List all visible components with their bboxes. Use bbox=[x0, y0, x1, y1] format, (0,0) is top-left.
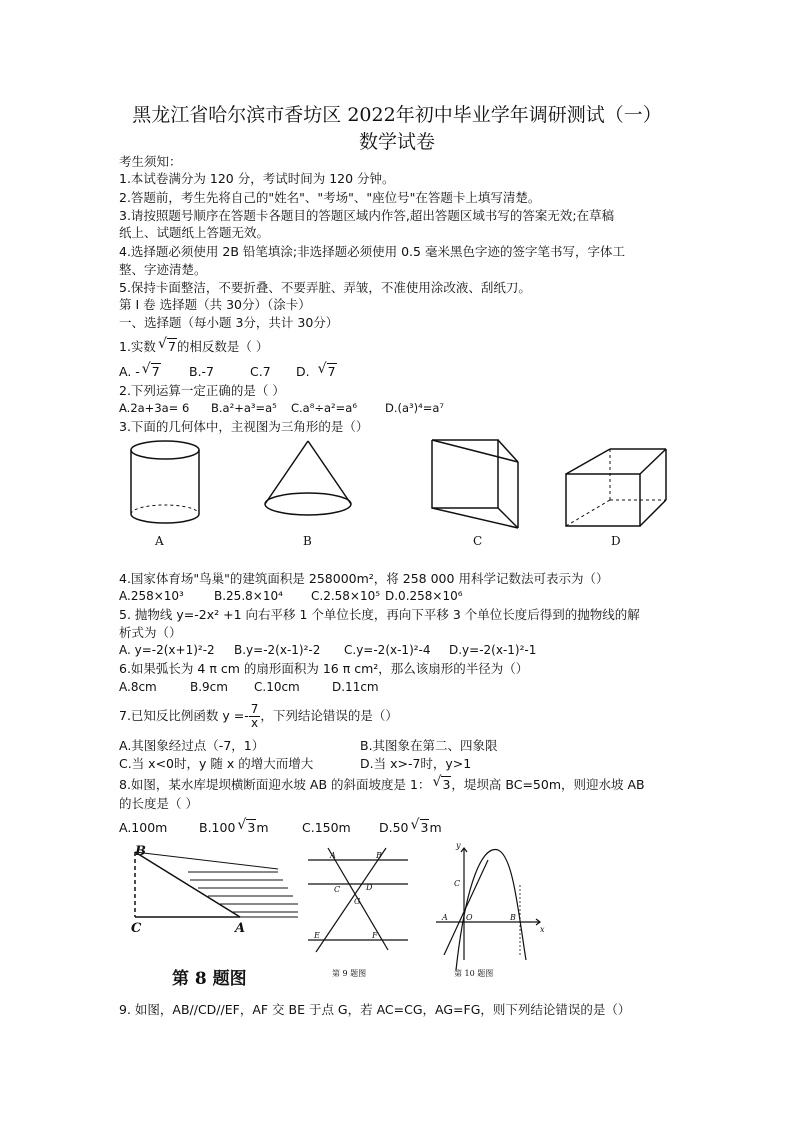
parabola-figure bbox=[428, 840, 548, 990]
section-heading: 一、选择题（每小题 3分，共计 30分） bbox=[119, 315, 339, 330]
point-label: E bbox=[314, 931, 320, 940]
question-2-options bbox=[119, 400, 445, 417]
question-7: 7.已知反比例函数 y =- $\frac{7}{x}$ ，下列结论错误的是（） bbox=[119, 702, 398, 730]
axis-label: x bbox=[540, 925, 545, 934]
point-label: F bbox=[372, 931, 378, 940]
point-label: B bbox=[376, 851, 382, 860]
point-label: B bbox=[135, 844, 146, 859]
notice-item: 2.答题前，考生先将自己的"姓名"、"考场"、"座位号"在答题卡上填写清楚。 bbox=[119, 190, 541, 205]
part-heading: 第 I 卷 选择题（共 30分）（涂卡） bbox=[119, 297, 311, 312]
question-2: 2.下列运算一定正确的是（ ） bbox=[119, 383, 285, 398]
solid-label-c: C bbox=[473, 534, 483, 548]
option-a: A.2a+3a= 6 bbox=[119, 401, 190, 415]
solid-label-d: D bbox=[611, 534, 621, 548]
sqrt-symbol: √ 7 bbox=[158, 338, 177, 355]
notice-item: 4.选择题必须使用 2B 铅笔填涂;非选择题必须使用 0.5 毫米黑色字迹的签字笔书写，字体工 bbox=[119, 244, 625, 259]
question-8-options bbox=[119, 819, 442, 836]
solid-label-a: A bbox=[155, 534, 164, 548]
point-label: G bbox=[354, 897, 361, 906]
question-5-cont: 析式为（） bbox=[119, 625, 182, 640]
option-b: B.a²+a³=a⁵ bbox=[211, 401, 277, 415]
axis-label: y bbox=[456, 841, 461, 850]
question-5: 5. 抛物线 y=-2x² +1 向右平移 1 个单位长度，再向下平移 3 个单位长度后得到的抛物线的解 bbox=[119, 607, 640, 622]
option-a: A. -√ 7 bbox=[119, 364, 161, 379]
question-6-options bbox=[119, 679, 379, 696]
option-c: C.150m bbox=[302, 820, 351, 835]
option-b: B.100√ 3m bbox=[199, 819, 269, 836]
option-a: A.100m bbox=[119, 820, 168, 835]
point-label: C bbox=[131, 921, 142, 936]
option-c: C.2.58×10⁵ bbox=[311, 589, 381, 603]
option-c: C.当 x<0时，y 随 x 的增大而增大 bbox=[119, 756, 314, 771]
solid-label-b: B bbox=[303, 534, 312, 548]
option-d: D.√ 7 bbox=[296, 363, 337, 380]
figure-10-caption: 第 10 题图 bbox=[454, 969, 494, 978]
notice-heading: 考生须知： bbox=[119, 154, 182, 169]
option-b: B.9cm bbox=[190, 680, 228, 694]
option-d: D.当 x>-7时，y>1 bbox=[360, 756, 472, 771]
notice-item: 3.请按照题号顺序在答题卡各题目的答题区域内作答,超出答题区域书写的答案无效;在草稿 bbox=[119, 208, 615, 223]
option-a: A.其图象经过点（-7，1） bbox=[119, 738, 265, 753]
option-c: C.a⁸÷a²=a⁶ bbox=[291, 401, 357, 415]
question-4-options bbox=[119, 588, 463, 605]
cylinder-solid bbox=[131, 441, 199, 523]
option-b: B.y=-2(x-1)²-2 bbox=[234, 643, 321, 657]
question-9: 9. 如图，AB//CD//EF，AF 交 BE 于点 G，若 AC=CG，AG=FG，则下列结论错误的是（） bbox=[119, 1002, 631, 1017]
option-d: D.50√ 3m bbox=[379, 819, 442, 836]
question-7-options-row1 bbox=[119, 737, 498, 754]
option-c: C.10cm bbox=[254, 680, 300, 694]
option-a: A.8cm bbox=[119, 680, 157, 694]
notice-item: 整、字迹清楚。 bbox=[119, 262, 207, 277]
point-label: D bbox=[366, 883, 373, 892]
option-c: C.y=-2(x-1)²-4 bbox=[344, 643, 431, 657]
point-label: C bbox=[454, 879, 461, 888]
cuboid-solid bbox=[566, 449, 666, 526]
fraction: $\frac{7}{x}$ bbox=[250, 702, 259, 730]
point-label: A bbox=[330, 851, 336, 860]
point-label: O bbox=[466, 913, 473, 922]
option-b: B.其图象在第二、四象限 bbox=[360, 738, 498, 753]
question-3: 3.下面的几何体中，主视图为三角形的是（） bbox=[119, 419, 369, 434]
question-6: 6.如果弧长为 4 π cm 的扇形面积为 16 π cm²，那么该扇形的半径为（） bbox=[119, 661, 529, 676]
option-a: A.258×10³ bbox=[119, 589, 184, 603]
option-d: D.y=-2(x-1)²-1 bbox=[449, 643, 537, 657]
point-label: B bbox=[510, 913, 516, 922]
question-5-options bbox=[119, 642, 537, 659]
dam-slope-figure bbox=[128, 842, 300, 992]
point-label: A bbox=[442, 913, 448, 922]
question-1: 1.实数√ 7的相反数是（ ） bbox=[119, 338, 268, 355]
option-b: B.-7 bbox=[189, 364, 215, 379]
figure-8-caption: 第 8 题图 bbox=[172, 969, 247, 989]
figure-9-caption: 第 9 题图 bbox=[332, 969, 367, 978]
exam-title: 黑龙江省哈尔滨市香坊区 2022年初中毕业学年调研测试（一） bbox=[132, 104, 662, 126]
solids-figure bbox=[118, 436, 678, 551]
option-d: D.(a³)⁴=a⁷ bbox=[385, 401, 445, 415]
exam-subtitle: 数学试卷 bbox=[358, 131, 435, 153]
option-d: D.11cm bbox=[332, 680, 379, 694]
question-4: 4.国家体育场"鸟巢"的建筑面积是 258000m²，将 258 000 用科学记数法可表示为（） bbox=[119, 571, 609, 586]
parallel-lines-figure bbox=[298, 840, 416, 990]
option-a: A. y=-2(x+1)²-2 bbox=[119, 643, 215, 657]
option-d: D.0.258×10⁶ bbox=[385, 589, 463, 603]
triangular-prism-solid bbox=[432, 440, 518, 528]
option-c: C.7 bbox=[250, 364, 271, 379]
question-1-options bbox=[119, 363, 336, 380]
point-label: C bbox=[334, 885, 341, 894]
question-8: 8.如图，某水库堤坝横断面迎水坡 AB 的斜面坡度是 1：√ 3，堤坝高 BC=50m，则迎水坡 AB bbox=[119, 776, 645, 793]
notice-item: 纸上、试题纸上答题无效。 bbox=[119, 225, 270, 240]
notice-item: 1.本试卷满分为 120 分，考试时间为 120 分钟。 bbox=[119, 171, 395, 186]
cone-solid bbox=[265, 441, 351, 515]
question-8-cont: 的长度是（ ） bbox=[119, 796, 198, 811]
point-label: A bbox=[235, 921, 246, 936]
notice-item: 5.保持卡面整洁，不要折叠、不要弄脏、弄皱，不准使用涂改液、刮纸刀。 bbox=[119, 280, 531, 295]
question-7-options-row2 bbox=[119, 755, 472, 772]
option-b: B.25.8×10⁴ bbox=[214, 589, 283, 603]
